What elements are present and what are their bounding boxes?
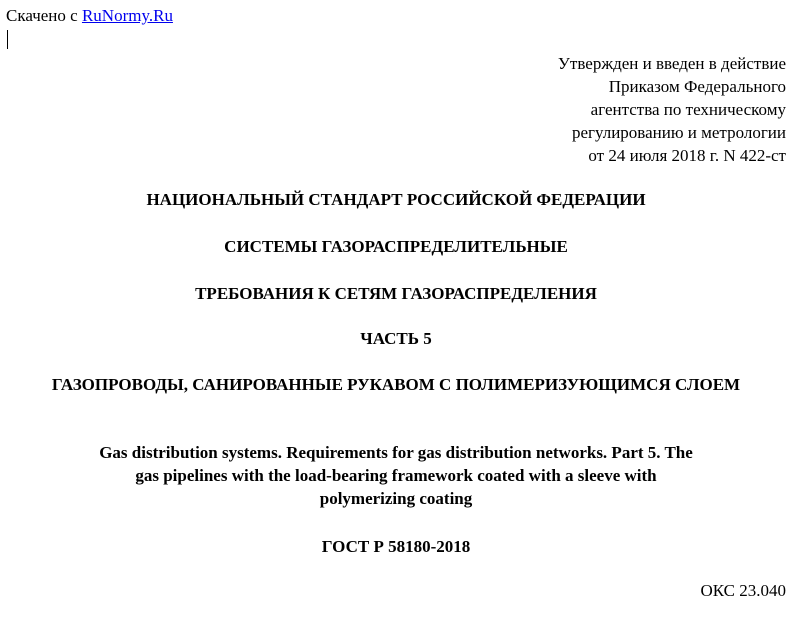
systems-heading: СИСТЕМЫ ГАЗОРАСПРЕДЕЛИТЕЛЬНЫЕ — [224, 237, 568, 256]
part-heading: ЧАСТЬ 5 — [360, 329, 432, 348]
approval-line: Утвержден и введен в действие — [557, 54, 786, 73]
document-title: ГАЗОПРОВОДЫ, САНИРОВАННЫЕ РУКАВОМ С ПОЛИМЕРИЗУЮЩИМСЯ СЛОЕМ — [51, 375, 741, 394]
approval-block — [386, 52, 786, 167]
text-cursor — [7, 30, 8, 49]
approval-line: агентства по техническому — [590, 100, 786, 119]
approval-line: регулированию и метрологии — [571, 123, 786, 142]
runormy-link[interactable]: RuNormy.Ru — [81, 6, 173, 25]
source-line — [6, 6, 173, 26]
source-prefix: Скачено с — [6, 6, 82, 25]
standard-code: ГОСТ Р 58180-2018 — [321, 537, 471, 556]
english-title: Gas distribution systems. Requirements for gas distribution networks. Part 5. The gas pipelines with the load-bearing framework coated with a sleeve with polymerizing coating — [99, 443, 693, 508]
requirements-heading: ТРЕБОВАНИЯ К СЕТЯМ ГАЗОРАСПРЕДЕЛЕНИЯ — [195, 284, 597, 303]
approval-line: от 24 июля 2018 г. N 422-ст — [588, 146, 786, 165]
national-standard-heading: НАЦИОНАЛЬНЫЙ СТАНДАРТ РОССИЙСКОЙ ФЕДЕРАЦИИ — [146, 190, 646, 209]
approval-line: Приказом Федерального — [608, 77, 786, 96]
classification-code: ОКС 23.040 — [700, 581, 786, 600]
